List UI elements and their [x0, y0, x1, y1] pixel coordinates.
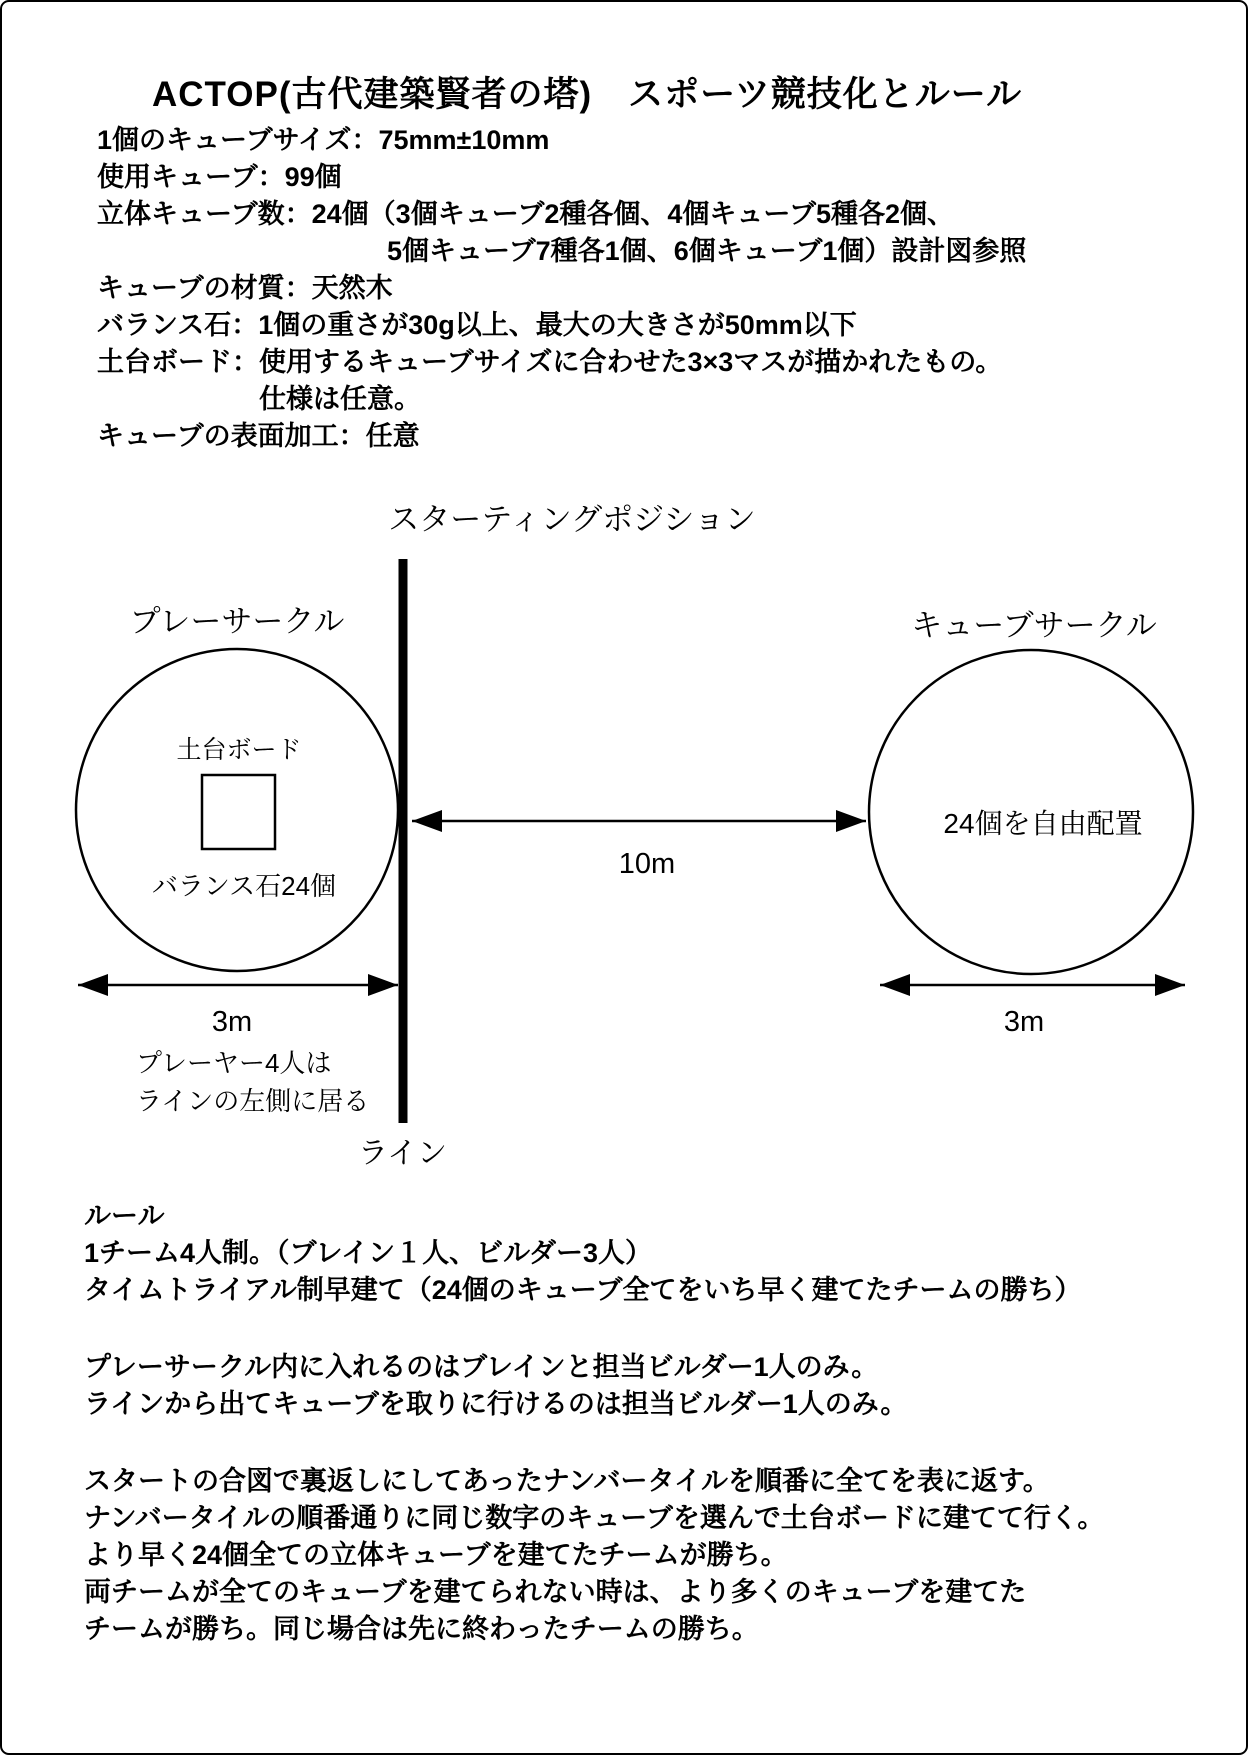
- rule-line: 両チームが全てのキューブを建てられない時は、より多くのキューブを建てた: [84, 1577, 1027, 1607]
- spec-line-cube-size: 1個のキューブサイズ：75mm±10mm: [97, 125, 550, 155]
- spec-line-surface: キューブの表面加工：任意: [97, 421, 420, 451]
- cube-circle-note: 24個を自由配置: [943, 808, 1143, 839]
- spec-line-solid-cubes: 立体キューブ数：24個（3個キューブ2種各個、4個キューブ5種各2個、: [97, 199, 955, 229]
- spec-line-base-board: 土台ボード：使用するキューブサイズに合わせた3×3マスが描かれたもの。: [97, 347, 1003, 377]
- rules-heading: ルール: [84, 1201, 165, 1231]
- rule-line: チームが勝ち。同じ場合は先に終わったチームの勝ち。: [84, 1614, 759, 1644]
- players-note-line2: ラインの左側に居る: [136, 1086, 370, 1116]
- base-board-square: [202, 775, 275, 849]
- spec-line-solid-cubes-cont: 5個キューブ7種各1個、6個キューブ1個）設計図参照: [387, 236, 1027, 266]
- base-board-label: 土台ボード: [176, 736, 302, 764]
- cube-circle-label: キューブサークル: [911, 608, 1157, 643]
- rule-line: ラインから出てキューブを取りに行けるのは担当ビルダー1人のみ。: [84, 1389, 908, 1419]
- play-circle: [76, 649, 398, 971]
- diagram-heading: スターティングポジション: [388, 502, 756, 537]
- players-note-line1: プレーヤー4人は: [136, 1048, 332, 1078]
- rules-section: [84, 1198, 1104, 1648]
- cube-circle-width-label: 3m: [1003, 1006, 1045, 1038]
- rule-line: タイムトライアル制早建て（24個のキューブ全てをいち早く建てたチームの勝ち）: [84, 1275, 1082, 1305]
- distance-10m-label: 10m: [618, 848, 676, 880]
- rule-line: より早く24個全ての立体キューブを建てたチームが勝ち。: [84, 1540, 788, 1570]
- paragraph-gap: [84, 1309, 1104, 1349]
- spec-line-material: キューブの材質：天然木: [97, 273, 393, 303]
- rule-line: プレーサークル内に入れるのはブレインと担当ビルダー1人のみ。: [84, 1352, 879, 1382]
- page-title: ACTOP(古代建築賢者の塔) スポーツ競技化とルール: [152, 75, 1023, 115]
- balance-stones-label: バランス石24個: [151, 871, 337, 901]
- play-circle-width-label: 3m: [211, 1006, 253, 1038]
- players-note: [136, 1044, 369, 1120]
- line-label: ライン: [358, 1137, 448, 1170]
- spec-line-cube-count: 使用キューブ：99個: [97, 162, 342, 192]
- rule-line: ナンバータイルの順番通りに同じ数字のキューブを選んで土台ボードに建てて行く。: [84, 1503, 1105, 1533]
- rule-line: 1チーム4人制。（ブレイン１人、ビルダー3人）: [84, 1238, 653, 1268]
- spec-line-balance-stone: バランス石：1個の重さが30g以上、最大の大きさが50mm以下: [97, 310, 857, 340]
- play-circle-label: プレーサークル: [129, 604, 345, 639]
- paragraph-gap: [84, 1423, 1104, 1463]
- rule-line: スタートの合図で裏返しにしてあったナンバータイルを順番に全てを表に返す。: [84, 1466, 1050, 1496]
- spec-line-base-board-cont: 仕様は任意。: [259, 384, 421, 414]
